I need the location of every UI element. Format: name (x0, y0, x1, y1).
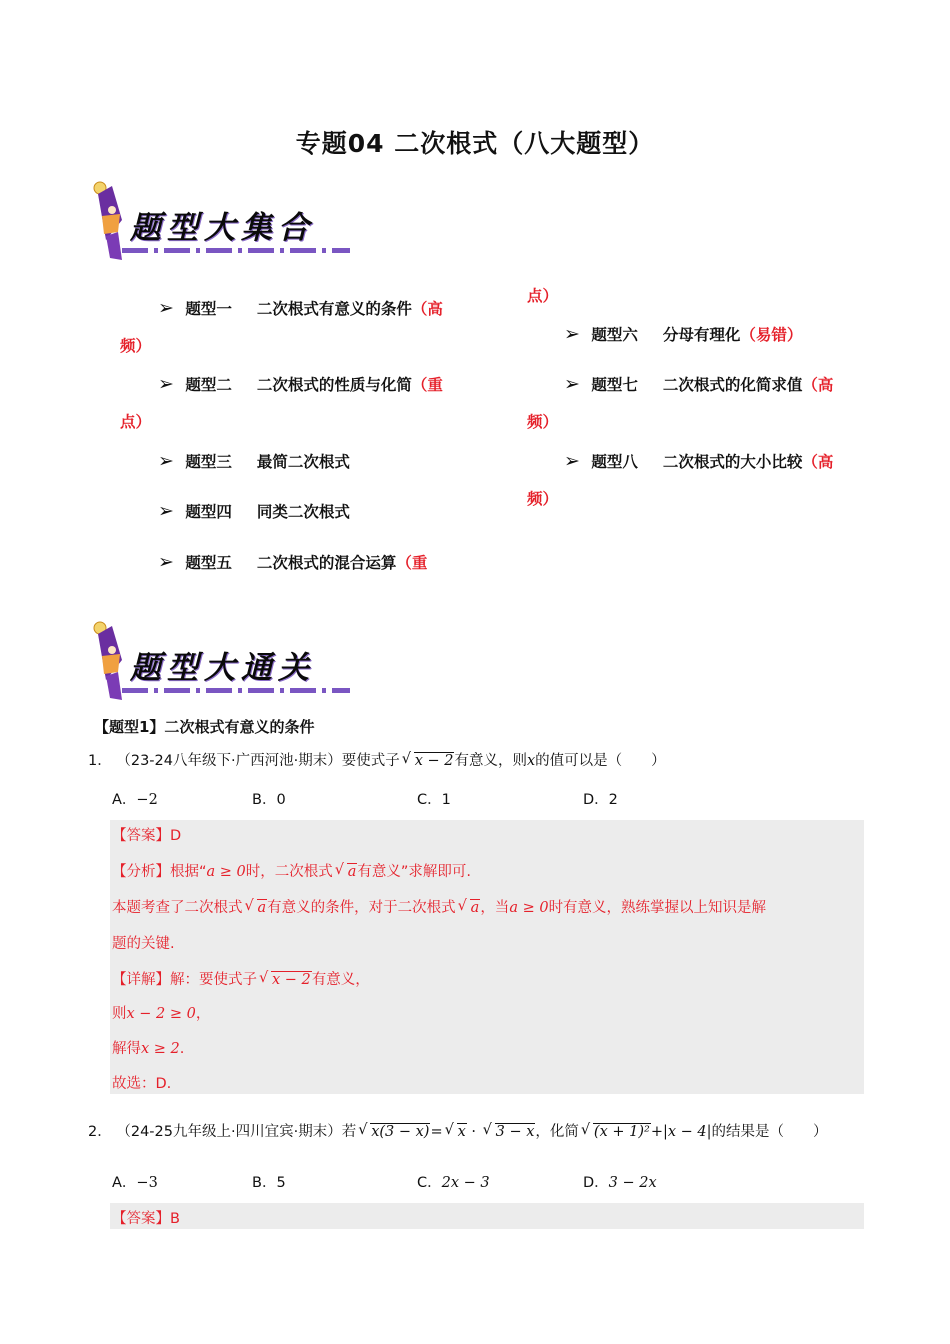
analysis-line: 【分析】根据“a ≥ 0时，二次根式√ a有意义”求解即可. (112, 860, 471, 881)
note-line: 本题考查了二次根式√ a有意义的条件，对于二次根式√ a，当a ≥ 0时有意义，熟练掌握以上知识是解 (112, 896, 766, 917)
arrow-icon: ➢ (158, 297, 174, 319)
option-b[interactable]: B．5 (252, 1175, 286, 1191)
banner-title: 题型大通关 (130, 650, 315, 686)
toc-item-5-tag: 点） (527, 287, 559, 305)
section-heading: 【题型1】二次根式有意义的条件 (94, 718, 315, 736)
toc-item-6[interactable]: ➢ 题型六 分母有理化（易错） (564, 323, 803, 345)
detail-line: 【详解】解：要使式子√ x − 2有意义， (112, 968, 370, 989)
question-2: 2． （24-25九年级上·四川宜宾·期末）若√ x(3 − x)=√ x · √ 3 − x，化简√ (x + 1)²+|x − 4|的结果是（ ） (88, 1121, 828, 1143)
option-d[interactable]: D．3 − 2x (583, 1175, 657, 1191)
toc-item-8-tag: 频） (527, 490, 559, 508)
note-line-2: 题的关键. (112, 936, 175, 952)
toc-item-4[interactable]: ➢ 题型四 同类二次根式 (158, 500, 350, 522)
radical: √ x − 2 (400, 750, 455, 772)
arrow-icon: ➢ (158, 551, 174, 573)
banner-underline (122, 688, 350, 693)
option-d[interactable]: D．2 (583, 792, 618, 808)
answer-box-1 (110, 820, 864, 1094)
arrow-icon: ➢ (564, 373, 580, 395)
toc-item-7[interactable]: ➢ 题型七 二次根式的化简求值（高 (564, 373, 834, 395)
arrow-icon: ➢ (158, 450, 174, 472)
toc-item-2-tag: 点） (120, 413, 152, 431)
banner-title: 题型大集合 (130, 210, 315, 246)
toc-item-2[interactable]: ➢ 题型二 二次根式的性质与化简（重 (158, 373, 443, 395)
question-1: 1． （23-24八年级下·广西河池·期末）要使式子√ x − 2有意义，则x的值可以是（ ） (88, 750, 666, 772)
toc-item-3[interactable]: ➢ 题型三 最简二次根式 (158, 450, 350, 472)
option-b[interactable]: B．0 (252, 792, 286, 808)
option-c[interactable]: C．1 (417, 792, 451, 808)
option-a[interactable]: A．−2 (112, 792, 158, 808)
arrow-icon: ➢ (158, 500, 174, 522)
toc-item-1[interactable]: ➢ 题型一 二次根式有意义的条件（高 (158, 297, 443, 319)
arrow-icon: ➢ (564, 323, 580, 345)
arrow-icon: ➢ (158, 373, 174, 395)
banner-underline (122, 248, 350, 253)
banner-practice (92, 620, 352, 706)
option-a[interactable]: A．−3 (112, 1175, 158, 1191)
toc-item-8[interactable]: ➢ 题型八 二次根式的大小比较（高 (564, 450, 834, 472)
banner-question-types (92, 180, 352, 266)
toc-item-5[interactable]: ➢ 题型五 二次根式的混合运算（重 (158, 551, 428, 573)
answer-box-2 (110, 1203, 864, 1229)
question-1-options (0, 788, 950, 812)
step-line-2: 解得x ≥ 2. (112, 1041, 185, 1057)
question-2-options (0, 1171, 950, 1195)
option-c[interactable]: C．2x − 3 (417, 1175, 490, 1191)
page-title: 专题04 二次根式（八大题型） (295, 129, 655, 158)
step-line-1: 则x − 2 ≥ 0， (112, 1006, 211, 1022)
answer-line: 【答案】B (112, 1211, 180, 1227)
toc-item-1-tag: 频） (120, 337, 152, 355)
choose-line: 故选：D. (112, 1076, 172, 1092)
arrow-icon: ➢ (564, 450, 580, 472)
answer-line: 【答案】D (112, 828, 182, 844)
toc-item-7-tag: 频） (527, 413, 559, 431)
